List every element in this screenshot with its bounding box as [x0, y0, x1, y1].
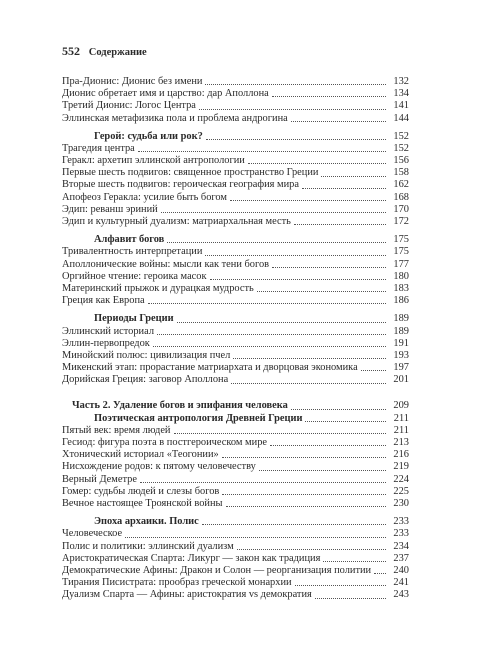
toc-entry-title: Пятый век: время людей: [62, 424, 171, 436]
toc-page-number: 170: [393, 203, 409, 215]
toc-page-number: 219: [393, 461, 409, 473]
toc-leader-dots: [167, 242, 386, 243]
toc-entry-title: Дорийская Греция: заговор Аполлона: [62, 374, 229, 386]
toc-entry: [62, 271, 409, 283]
toc-leader-dots: [161, 212, 386, 213]
toc-leader-dots: [222, 457, 386, 458]
toc-leader-dots: [361, 370, 386, 371]
toc-entry-title: Человеческое: [62, 528, 123, 540]
toc-entry: [62, 204, 409, 216]
toc-entry-title: Геракл: архетип эллинской антропологии: [62, 155, 245, 167]
toc-page-number: 230: [393, 497, 409, 509]
toc-entry-title: Аристократическая Спарта: Ликург — закон как традиция: [62, 552, 321, 564]
toc-leader-dots: [257, 291, 386, 292]
toc-section: [62, 131, 409, 143]
toc-part-title: Часть 2. Удаление богов и эпифания человека: [72, 400, 288, 412]
toc-page-number: 241: [393, 577, 409, 589]
toc-page-number: 224: [393, 473, 409, 485]
toc-page-number: 186: [393, 295, 409, 307]
toc-leader-dots: [226, 506, 387, 507]
toc-entry: [62, 88, 409, 100]
toc-leader-dots: [222, 494, 386, 495]
toc-page-number: 132: [393, 75, 409, 87]
toc-page-number: 233: [393, 516, 409, 528]
toc-leader-dots: [270, 445, 386, 446]
toc-leader-dots: [205, 84, 386, 85]
toc-leader-dots: [237, 549, 386, 550]
toc-entry: [62, 498, 409, 510]
toc-entry: [62, 100, 409, 112]
toc-entry-title: Вторые шесть подвигов: героическая география мира: [62, 179, 299, 191]
toc-leader-dots: [138, 151, 386, 152]
toc-leader-dots: [177, 322, 386, 323]
toc-page-number: 168: [393, 191, 409, 203]
toc-page-number: 201: [393, 374, 409, 386]
toc-entry: [62, 474, 409, 486]
toc-entry-title: Трагедия центра: [62, 142, 135, 154]
toc-page-number: 234: [393, 540, 409, 552]
toc-leader-dots: [153, 346, 386, 347]
toc-entry-title: Тривалентность интерпретации: [62, 246, 203, 258]
toc-entry-title: Греция как Европа: [62, 295, 145, 307]
toc-page-number: 189: [393, 325, 409, 337]
toc-entry: [62, 338, 409, 350]
page-number: 552: [62, 44, 80, 58]
toc-leader-dots: [291, 409, 386, 410]
toc-entry-title: Материнский прыжок и дурацкая мудрость: [62, 282, 254, 294]
running-title: Содержание: [88, 47, 147, 58]
toc-page-number: 211: [393, 424, 409, 436]
toc-entry: [62, 553, 409, 565]
toc-entry-title: Нисхождение родов: к пятому человечеству: [62, 461, 256, 473]
toc-page-number: 216: [393, 449, 409, 461]
toc-entry-title: Эллин-первопредок: [62, 337, 150, 349]
toc-section-title: Алфавит богов: [94, 234, 165, 246]
toc-section-title: Эпоха архаики. Полис: [94, 516, 199, 528]
toc-page-number: 191: [393, 337, 409, 349]
toc-entry-title: Дионис обретает имя и царство: дар Аполлона: [62, 88, 269, 100]
page-header: [62, 44, 147, 59]
toc-page-number: 158: [393, 167, 409, 179]
toc-leader-dots: [374, 573, 386, 574]
toc-section: [62, 516, 409, 528]
toc-entry: [62, 192, 409, 204]
toc-page-number: 141: [393, 100, 409, 112]
toc-leader-dots: [305, 421, 386, 422]
toc-entry: [62, 167, 409, 179]
toc-entry: [62, 528, 409, 540]
toc-leader-dots: [230, 200, 386, 201]
toc-entry: [62, 259, 409, 271]
toc-leader-dots: [174, 433, 387, 434]
toc-entry: [62, 565, 409, 577]
toc-entry: [62, 589, 409, 601]
toc-leader-dots: [125, 537, 386, 538]
toc-entry-title: Аполлонические войны: мысли как тени богов: [62, 258, 270, 270]
toc-section-title: Поэтическая антропология Древней Греции: [94, 412, 303, 424]
toc-section: [62, 313, 409, 325]
toc-entry: [62, 449, 409, 461]
toc-section: [62, 413, 409, 425]
toc-leader-dots: [206, 139, 386, 140]
toc-entry: [62, 143, 409, 155]
toc-page-number: 189: [393, 313, 409, 325]
toc-page-number: 172: [393, 216, 409, 228]
toc-page-number: 177: [393, 258, 409, 270]
toc-entry: [62, 577, 409, 589]
toc-entry-title: Минойский полюс: цивилизация пчел: [62, 349, 231, 361]
toc-page-number: 233: [393, 528, 409, 540]
toc-page-number: 193: [393, 349, 409, 361]
toc-entry-title: Вечное настоящее Троянской войны: [62, 497, 223, 509]
toc-entry: [62, 216, 409, 228]
toc-entry-title: Эдип и культурный дуализм: матриархальная месть: [62, 216, 291, 228]
toc-entry-title: Первые шесть подвигов: священное пространство Греции: [62, 167, 319, 179]
toc-entry: [62, 541, 409, 553]
toc-leader-dots: [205, 255, 386, 256]
toc-page-number: 144: [393, 112, 409, 124]
toc-leader-dots: [302, 188, 386, 189]
toc-page-number: 156: [393, 155, 409, 167]
toc-section-title: Герой: судьба или рок?: [94, 130, 203, 142]
toc-entry: [62, 350, 409, 362]
toc-entry-title: Тирания Писистрата: прообраз греческой монархии: [62, 577, 292, 589]
toc-leader-dots: [248, 163, 386, 164]
toc-entry: [62, 180, 409, 192]
toc-leader-dots: [259, 470, 386, 471]
toc-entry-title: Третий Дионис: Логос Центра: [62, 100, 196, 112]
toc-page-number: 243: [393, 589, 409, 601]
toc-entry: [62, 437, 409, 449]
toc-entry-title: Верный Деметре: [62, 473, 137, 485]
toc-leader-dots: [295, 585, 386, 586]
toc-entry: [62, 295, 409, 307]
toc-leader-dots: [315, 598, 386, 599]
toc-entry: [62, 246, 409, 258]
toc-leader-dots: [231, 383, 386, 384]
toc-entry-title: Эдип: реванш эриний: [62, 203, 158, 215]
toc-leader-dots: [210, 279, 386, 280]
toc-leader-dots: [148, 303, 386, 304]
toc-leader-dots: [294, 224, 386, 225]
toc-entry-title: Эллинская метафизика пола и проблема андрогина: [62, 112, 288, 124]
toc-page-number: 211: [393, 412, 409, 424]
toc-entry-title: Оргийное чтение: героика масок: [62, 270, 207, 282]
toc-page-number: 175: [393, 246, 409, 258]
toc-leader-dots: [323, 561, 386, 562]
toc-entry-title: Демократические Афины: Дракон и Солон — реорганизация политии: [62, 564, 372, 576]
toc-spacer: [62, 387, 409, 401]
toc-page-number: 240: [393, 564, 409, 576]
toc-entry-title: Гесиод: фигура поэта в постгероическом мире: [62, 437, 268, 449]
toc-entry: [62, 461, 409, 473]
toc-leader-dots: [291, 121, 386, 122]
toc-page-number: 237: [393, 552, 409, 564]
toc-page-number: 162: [393, 179, 409, 191]
toc-entry-title: Дуализм Спарта — Афины: аристократия vs демократия: [62, 589, 312, 601]
toc-entry: [62, 374, 409, 386]
toc-page-number: 180: [393, 270, 409, 282]
toc-page-number: 175: [393, 234, 409, 246]
toc-entry: [62, 326, 409, 338]
toc-entry-title: Хтонический историал «Теогонии»: [62, 449, 219, 461]
toc-leader-dots: [202, 524, 386, 525]
table-of-contents: [62, 76, 409, 602]
toc-page-number: 152: [393, 142, 409, 154]
toc-entry-title: Эллинский историал: [62, 325, 155, 337]
toc-entry: [62, 486, 409, 498]
toc-entry: [62, 425, 409, 437]
toc-leader-dots: [157, 334, 386, 335]
toc-entry-title: Полис и политики: эллинский дуализм: [62, 540, 234, 552]
toc-leader-dots: [140, 482, 386, 483]
toc-page-number: 209: [393, 400, 409, 412]
toc-page-number: 183: [393, 282, 409, 294]
toc-leader-dots: [272, 267, 386, 268]
toc-entry: [62, 283, 409, 295]
toc-leader-dots: [199, 109, 386, 110]
toc-section-title: Периоды Греции: [94, 313, 174, 325]
toc-page-number: 213: [393, 437, 409, 449]
toc-section: [62, 234, 409, 246]
toc-leader-dots: [272, 96, 386, 97]
toc-page-number: 152: [393, 130, 409, 142]
toc-leader-dots: [321, 176, 386, 177]
toc-entry-title: Микенский этап: прорастание матриархата и дворцовая экономика: [62, 362, 358, 374]
toc-part: [62, 401, 409, 413]
toc-entry: [62, 113, 409, 125]
toc-leader-dots: [233, 358, 386, 359]
toc-page-number: 197: [393, 362, 409, 374]
toc-entry: [62, 362, 409, 374]
toc-entry-title: Апофеоз Геракла: усилие быть богом: [62, 191, 227, 203]
toc-entry: [62, 76, 409, 88]
toc-entry-title: Гомер: судьбы людей и слезы богов: [62, 485, 220, 497]
toc-entry-title: Пра-Дионис: Дионис без имени: [62, 75, 203, 87]
toc-page-number: 134: [393, 88, 409, 100]
toc-page-number: 225: [393, 485, 409, 497]
toc-entry: [62, 155, 409, 167]
